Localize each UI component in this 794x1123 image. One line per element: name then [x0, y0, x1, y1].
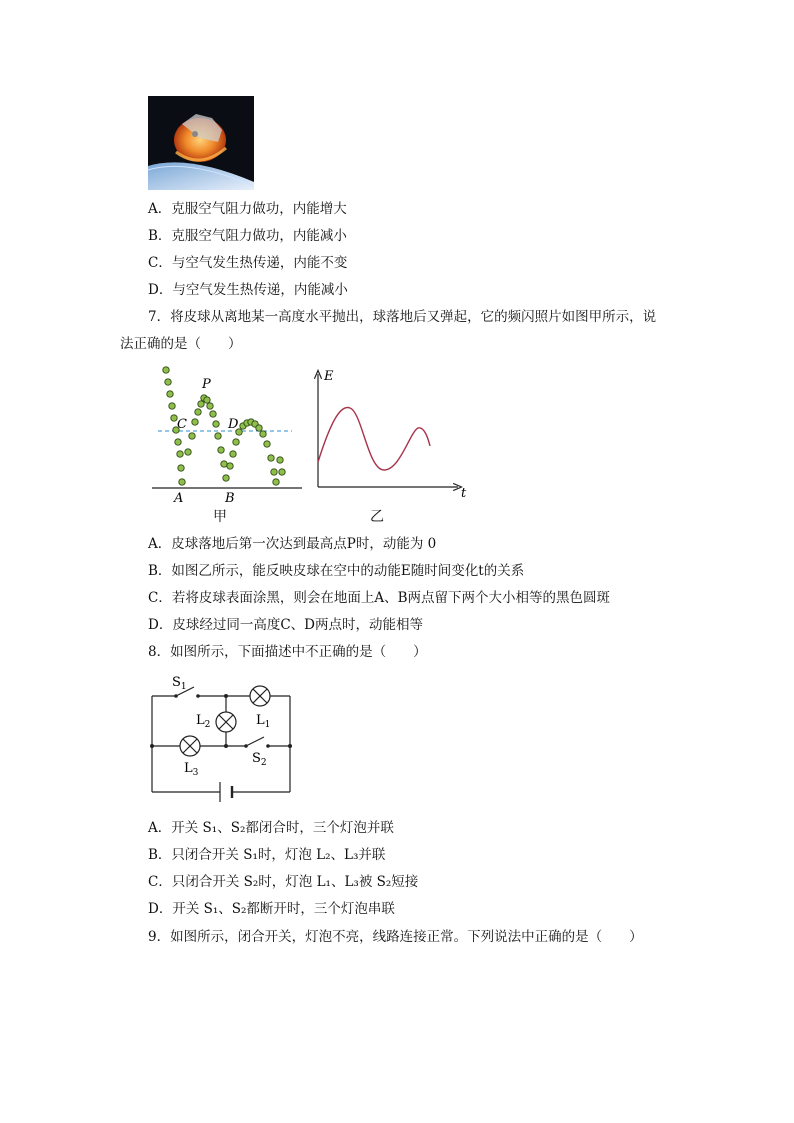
ball-dot	[218, 447, 224, 453]
axis-t-label: t	[461, 486, 467, 501]
q7-option-c: C．若将皮球表面涂黑，则会在地面上A、B两点留下两个大小相等的黑色圆斑	[148, 590, 610, 606]
ball-dot	[213, 421, 219, 427]
ball-dot	[169, 403, 175, 409]
ball-dot	[215, 433, 221, 439]
label-l1: $L_1$	[256, 713, 271, 730]
reentry-capsule-photo	[148, 96, 254, 190]
label-a: A	[174, 491, 184, 506]
ball-dot	[260, 431, 266, 437]
ball-dot	[273, 479, 279, 485]
ball-dot	[177, 451, 183, 457]
figure-yi-caption: 乙	[370, 509, 384, 525]
ball-dot	[256, 425, 262, 431]
axis-e-label: E	[324, 369, 334, 384]
ball-dot	[223, 475, 229, 481]
bulb-l2-icon	[216, 712, 236, 732]
q8-stem: 8．如图所示，下面描述中不正确的是（ ）	[148, 644, 427, 660]
ball-dot	[233, 439, 239, 445]
label-d: D	[228, 417, 239, 432]
ball-dot	[163, 367, 169, 373]
q8-option-a: A．开关 S₁、S₂都闭合时，三个灯泡并联	[148, 820, 394, 836]
ball-dot	[175, 439, 181, 445]
q7-option-d: D．皮球经过同一高度C、D两点时，动能相等	[148, 617, 423, 633]
figure-jia-caption: 甲	[213, 509, 227, 525]
circuit-diagram	[146, 670, 296, 812]
q6-option-b: B．克服空气阻力做功，内能减小	[148, 228, 347, 244]
label-p: P	[202, 377, 211, 392]
label-c: C	[177, 417, 187, 432]
ball-dot	[167, 391, 173, 397]
ball-dot	[268, 455, 274, 461]
ball-dot	[185, 449, 191, 455]
ball-dot	[227, 463, 233, 469]
q9-stem: 9．如图所示，闭合开关，灯泡不亮，线路连接正常。下列说法中正确的是（ ）	[148, 929, 643, 945]
ball-dot	[207, 403, 213, 409]
ball-dot	[198, 401, 204, 407]
ball-dot	[279, 469, 285, 475]
q7-stem-line2: 法正确的是（ ）	[120, 336, 242, 352]
q7-stem-line1: 7．将皮球从离地某一高度水平抛出，球落地后又弹起，它的频闪照片如图甲所示，说	[148, 309, 657, 325]
ball-dot	[271, 469, 277, 475]
label-b: B	[225, 491, 235, 506]
bulb-l1-icon	[250, 686, 270, 706]
ball-dot	[210, 411, 216, 417]
q6-option-c: C．与空气发生热传递，内能不变	[148, 255, 348, 271]
q8-option-c: C．只闭合开关 S₂时，灯泡 L₁、L₃被 S₂短接	[148, 874, 419, 890]
q6-option-a: A．克服空气阻力做功，内能增大	[148, 201, 347, 217]
ball-dot	[189, 433, 195, 439]
q8-option-d: D．开关 S₁、S₂都断开时，三个灯泡串联	[148, 901, 395, 917]
figure-yi-energy-time-graph	[312, 366, 476, 504]
ball-dot	[230, 451, 236, 457]
ball-dot	[277, 457, 283, 463]
ball-dot	[195, 409, 201, 415]
q7-option-b: B．如图乙所示，能反映皮球在空中的动能E随时间变化t的关系	[148, 563, 525, 579]
ball-dot	[264, 441, 270, 447]
ball-dot	[178, 465, 184, 471]
ball-dot	[192, 419, 198, 425]
ball-dot	[221, 461, 227, 467]
q8-option-b: B．只闭合开关 S₁时，灯泡 L₂、L₃并联	[148, 847, 386, 863]
label-s1: $S_1$	[172, 675, 187, 692]
ball-dot	[179, 479, 185, 485]
label-l3: $L_3$	[184, 761, 199, 778]
ball-dot	[165, 379, 171, 385]
q7-option-a: A．皮球落地后第一次达到最高点P时，动能为 0	[148, 536, 437, 552]
label-l2: $L_2$	[196, 713, 211, 730]
ball-dot	[204, 397, 210, 403]
figure-jia-bouncing-ball	[150, 362, 306, 524]
label-s2: $S_2$	[252, 751, 267, 768]
q6-option-d: D．与空气发生热传递，内能减小	[148, 282, 348, 298]
bulb-l3-icon	[180, 736, 200, 756]
